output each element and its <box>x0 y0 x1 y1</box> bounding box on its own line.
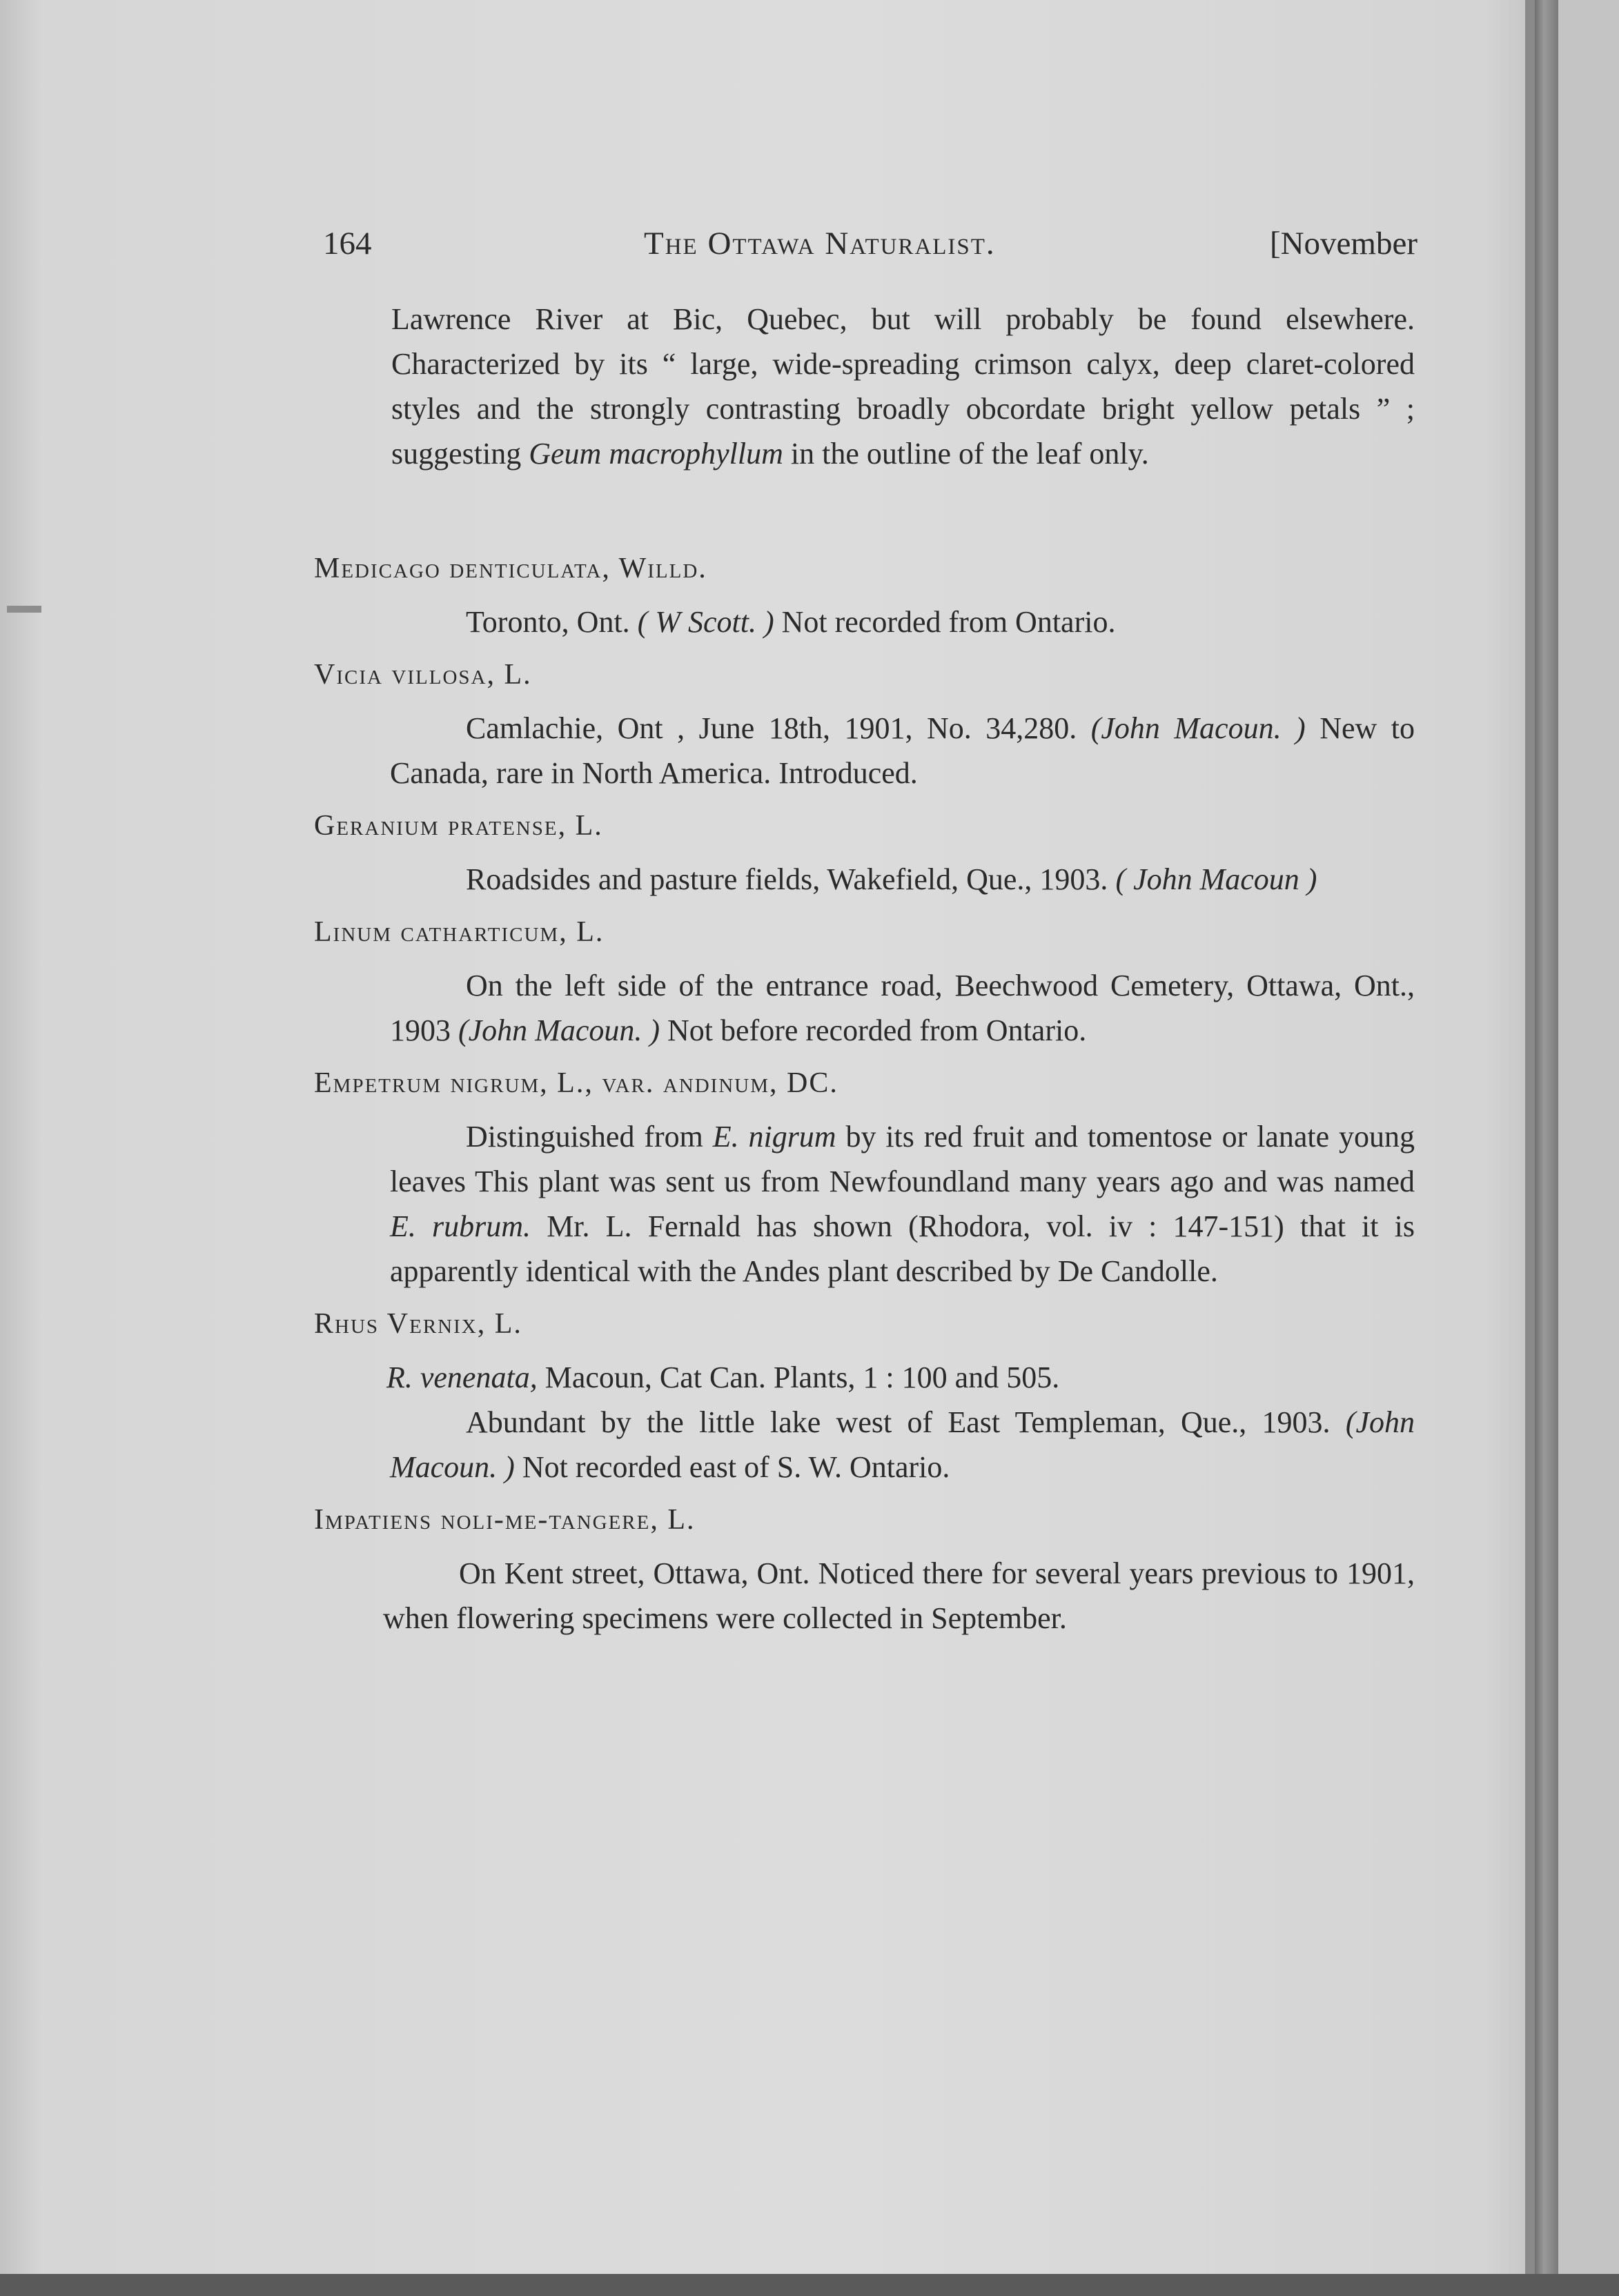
entry-linum <box>314 910 1415 1053</box>
species-list <box>314 540 1415 1641</box>
entry-impatiens <box>314 1498 1415 1641</box>
page-number: 164 <box>323 226 372 261</box>
running-header <box>323 225 1417 266</box>
species-note: Roadsides and pasture fields, Wakefield, Que., 1903. ( John Macoun ) <box>466 862 1317 896</box>
synonym-line: R. venenata, Macoun, Cat Can. Plants, 1 : 100 and 505. <box>386 1360 1060 1394</box>
entry-medicago <box>314 546 1415 644</box>
issue-month: [November <box>1269 226 1417 261</box>
journal-title: The Ottawa Naturalist. <box>644 226 996 261</box>
entry-vicia <box>314 653 1415 795</box>
entry-geranium <box>314 804 1415 902</box>
page-edge <box>1525 0 1535 2296</box>
entry-empetrum <box>314 1061 1415 1294</box>
intro-paragraph: Lawrence River at Bic, Quebec, but will probably be found elsewhere. Characterized by its “ large, wide-spreading crimson calyx, deep claret-colored styles and the strongly contrasting broadly obcordate bright yellow petals ” ; suggesting Geum macrophyllum in the outline of the leaf only. <box>391 302 1415 471</box>
species-name: Linum catharticum, L. <box>314 916 605 948</box>
species-note: Abundant by the little lake west of East Templeman, Que., 1903. (John Macoun. ) Not recorded east of S. W. Ontario. <box>390 1405 1415 1484</box>
scan-bottom-edge <box>0 2274 1619 2296</box>
intro-block <box>314 297 1415 476</box>
species-note: Camlachie, Ont , June 18th, 1901, No. 34,280. (John Macoun. ) New to Canada, rare in North America. Introduced. <box>390 711 1415 790</box>
species-name: Geranium pratense, L. <box>314 810 603 842</box>
entry-rhus <box>314 1302 1415 1490</box>
species-name: Empetrum nigrum, L., var. andinum, DC. <box>314 1067 838 1099</box>
species-note: Toronto, Ont. ( W Scott. ) Not recorded from Ontario. <box>466 605 1116 639</box>
species-note: On Kent street, Ottawa, Ont. Noticed there for several years previous to 1901, when flowering specimens were collected in September. <box>383 1556 1415 1635</box>
species-name: Impatiens noli-me-tangere, L. <box>314 1504 696 1536</box>
species-name: Rhus Vernix, L. <box>314 1308 522 1340</box>
binding-edge <box>1535 0 1558 2296</box>
species-note: Distinguished from E. nigrum by its red fruit and tomentose or lanate young leaves This plant was sent us from Newfoundland many years ago and was named E. rubrum. Mr. L. Fernald has shown (Rhodora, vol. iv : 147-151) that it is apparently identical with the Andes plant described by De Candolle. <box>390 1120 1415 1288</box>
species-note: On the left side of the entrance road, Beechwood Cemetery, Ottawa, Ont., 1903 (John Macoun. ) Not before recorded from Ontario. <box>390 969 1415 1047</box>
scan-background <box>1558 0 1619 2296</box>
species-name: Vicia villosa, L. <box>314 659 532 691</box>
species-name: Medicago denticulata, Willd. <box>314 553 707 584</box>
margin-mark <box>7 606 41 613</box>
